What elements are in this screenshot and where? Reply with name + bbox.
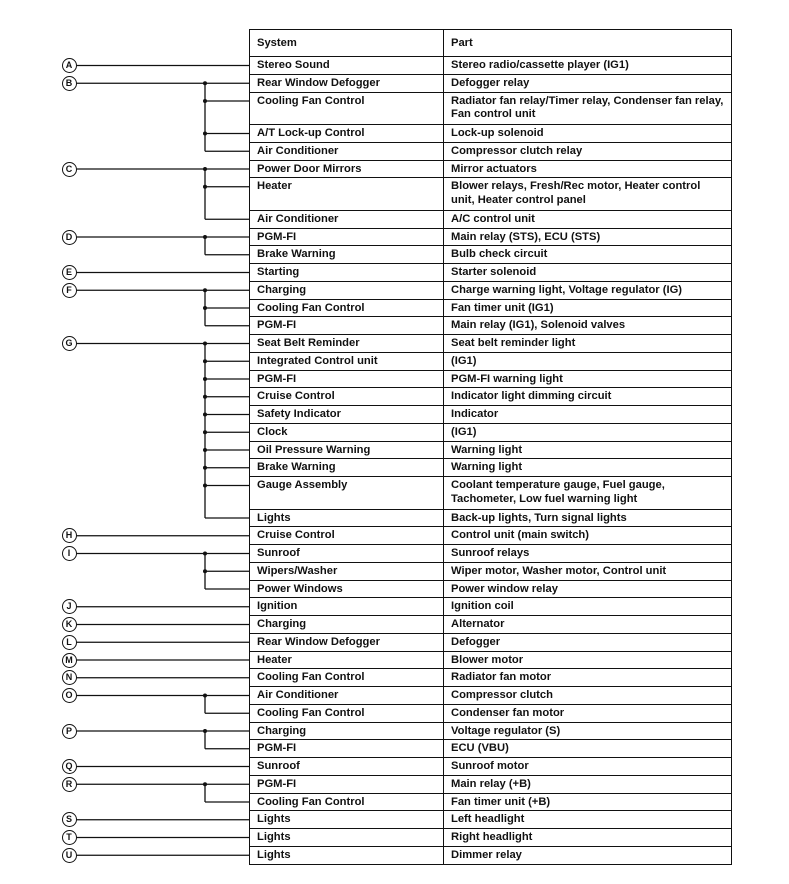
table-row (250, 334, 731, 352)
table-row (250, 526, 731, 544)
system-cell: Charging (250, 282, 444, 299)
fuse-circle-label: F (62, 283, 77, 298)
table-row (250, 704, 731, 722)
system-cell: Rear Window Defogger (250, 75, 444, 92)
system-cell: Cruise Control (250, 388, 444, 405)
part-cell: Main relay (STS), ECU (STS) (451, 230, 601, 243)
system-cell: Safety Indicator (250, 406, 444, 423)
system-cell: PGM-FI (250, 317, 444, 334)
system-cell: Cooling Fan Control (250, 300, 444, 317)
fuse-circle-label: L (62, 635, 77, 650)
part-cell: Sunroof motor (451, 760, 529, 772)
junction-dot (203, 466, 207, 470)
junction-dot (203, 413, 207, 417)
junction-dot (203, 132, 207, 136)
table-header-row (250, 30, 731, 56)
table-row (250, 544, 731, 562)
system-cell: Wipers/Washer (250, 563, 444, 580)
system-cell: PGM-FI (250, 229, 444, 246)
header-system: System (250, 30, 444, 56)
table-row (250, 56, 731, 74)
junction-dot (203, 395, 207, 399)
part-cell: Main relay (IG1), Solenoid valves (451, 319, 626, 332)
table-row (250, 668, 731, 686)
table-row (250, 423, 731, 441)
part-cell: Compressor clutch (451, 689, 553, 701)
table-row (250, 177, 731, 210)
junction-dot (203, 235, 207, 239)
table-row (250, 142, 731, 160)
part-cell: (IG1) (451, 354, 477, 367)
table-row (250, 245, 731, 263)
part-cell: Defogger (451, 635, 501, 648)
table-row (250, 828, 731, 846)
fuse-circle-label: B (62, 76, 77, 91)
table-row (250, 281, 731, 299)
fuse-circle-label: Q (62, 759, 77, 774)
system-cell: Cruise Control (250, 527, 444, 544)
part-cell: Sunroof relays (451, 547, 530, 559)
part-cell: Coolant temperature gauge, Fuel gauge, Tachometer, Low fuel warning light (451, 479, 665, 505)
system-cell: Charging (250, 723, 444, 740)
part-cell: ECU (VBU) (451, 742, 509, 755)
table-row (250, 615, 731, 633)
fuse-circle-label: O (62, 688, 77, 703)
system-cell: Power Windows (250, 581, 444, 598)
table-row (250, 352, 731, 370)
part-cell: Warning light (451, 461, 523, 474)
table-row (250, 370, 731, 388)
fuse-circle-label: G (62, 336, 77, 351)
system-cell: PGM-FI (250, 371, 444, 388)
table-row (250, 580, 731, 598)
table-row (250, 633, 731, 651)
table-row (250, 562, 731, 580)
fuse-circle-label: K (62, 617, 77, 632)
table-row (250, 299, 731, 317)
junction-dot (203, 430, 207, 434)
junction-dot (203, 306, 207, 310)
junction-dot (203, 377, 207, 381)
system-cell: Ignition (250, 598, 444, 615)
system-cell: Lights (250, 510, 444, 527)
junction-dot (203, 782, 207, 786)
junction-dot (203, 552, 207, 556)
table-row (250, 793, 731, 811)
table-row (250, 92, 731, 125)
system-cell: Clock (250, 424, 444, 441)
system-cell: Heater (250, 652, 444, 669)
header-part: Part (451, 37, 473, 49)
table-row (250, 124, 731, 142)
table-row (250, 441, 731, 459)
part-cell: Fan timer unit (IG1) (451, 301, 554, 314)
fuse-circle-label: T (62, 830, 77, 845)
system-cell: Power Door Mirrors (250, 161, 444, 178)
part-cell: Right headlight (451, 831, 533, 843)
table-row (250, 228, 731, 246)
fuse-circle-label: H (62, 528, 77, 543)
part-cell: Left headlight (451, 813, 525, 826)
table-row (250, 597, 731, 615)
junction-dot (203, 342, 207, 346)
fuse-circuit-table (249, 29, 732, 865)
junction-dot (203, 729, 207, 733)
table-row (250, 739, 731, 757)
part-cell: Condenser fan motor (451, 706, 565, 719)
table-row (250, 810, 731, 828)
table-row (250, 846, 731, 864)
system-cell: PGM-FI (250, 740, 444, 757)
table-row (250, 458, 731, 476)
system-cell: Rear Window Defogger (250, 634, 444, 651)
fuse-circle-label: N (62, 670, 77, 685)
fuse-circle-label: J (62, 599, 77, 614)
junction-dot (203, 694, 207, 698)
table-row (250, 509, 731, 527)
system-cell: Starting (250, 264, 444, 281)
system-cell: Gauge Assembly (250, 477, 444, 509)
table-row (250, 686, 731, 704)
part-cell: Lock-up solenoid (451, 127, 544, 139)
system-cell: Oil Pressure Warning (250, 442, 444, 459)
table-row (250, 757, 731, 775)
fuse-circle-label: P (62, 724, 77, 739)
table-row (250, 651, 731, 669)
part-cell: Mirror actuators (451, 162, 537, 175)
part-cell: Control unit (main switch) (451, 529, 589, 542)
part-cell: Charge warning light, Voltage regulator (IG) (451, 283, 683, 296)
junction-dot (203, 569, 207, 573)
junction-dot (203, 99, 207, 103)
part-cell: Ignition coil (451, 600, 514, 613)
fuse-circle-label: C (62, 162, 77, 177)
part-cell: Defogger relay (451, 76, 530, 89)
junction-dot (203, 288, 207, 292)
system-cell: Lights (250, 811, 444, 828)
system-cell: Heater (250, 178, 444, 210)
system-cell: Lights (250, 847, 444, 864)
junction-dot (203, 81, 207, 85)
fuse-circle-label: S (62, 812, 77, 827)
system-cell: Brake Warning (250, 246, 444, 263)
part-cell: Stereo radio/cassette player (IG1) (451, 59, 629, 71)
part-cell: Indicator (451, 408, 499, 420)
system-cell: Stereo Sound (250, 57, 444, 74)
system-cell: Integrated Control unit (250, 353, 444, 370)
fuse-circle-label: M (62, 653, 77, 668)
fuse-circle-label: A (62, 58, 77, 73)
part-cell: A/C control unit (451, 212, 535, 225)
fuse-circle-label: R (62, 777, 77, 792)
system-cell: PGM-FI (250, 776, 444, 793)
junction-dot (203, 167, 207, 171)
part-cell: Voltage regulator (S) (451, 724, 561, 737)
fuse-circle-label: E (62, 265, 77, 280)
part-cell: Warning light (451, 443, 523, 456)
part-cell: Alternator (451, 618, 505, 630)
table-row (250, 405, 731, 423)
fuse-circle-label: D (62, 230, 77, 245)
table-row (250, 775, 731, 793)
junction-dot (203, 359, 207, 363)
system-cell: Cooling Fan Control (250, 669, 444, 686)
part-cell: Radiator fan motor (451, 671, 552, 684)
table-row (250, 160, 731, 178)
system-cell: Cooling Fan Control (250, 705, 444, 722)
part-cell: Indicator light dimming circuit (451, 390, 612, 403)
system-cell: A/T Lock-up Control (250, 125, 444, 142)
part-cell: Blower motor (451, 653, 524, 666)
part-cell: Fan timer unit (+B) (451, 795, 551, 808)
system-cell: Seat Belt Reminder (250, 335, 444, 352)
part-cell: Radiator fan relay/Timer relay, Condenser fan relay, Fan control unit (451, 94, 724, 120)
part-cell: Dimmer relay (451, 848, 522, 861)
junction-dot (203, 448, 207, 452)
system-cell: Air Conditioner (250, 211, 444, 228)
system-cell: Charging (250, 616, 444, 633)
table-row (250, 263, 731, 281)
fuse-circle-label: U (62, 848, 77, 863)
part-cell: Wiper motor, Washer motor, Control unit (451, 564, 667, 577)
junction-dot (203, 185, 207, 189)
junction-dot (203, 484, 207, 488)
table-row (250, 387, 731, 405)
system-cell: Air Conditioner (250, 687, 444, 704)
table-row (250, 210, 731, 228)
system-cell: Sunroof (250, 545, 444, 562)
part-cell: (IG1) (451, 425, 477, 438)
part-cell: Main relay (+B) (451, 777, 531, 790)
fuse-circle-label: I (62, 546, 77, 561)
system-cell: Cooling Fan Control (250, 794, 444, 811)
table-body (250, 56, 731, 864)
part-cell: Blower relays, Fresh/Rec motor, Heater control unit, Heater control panel (451, 180, 701, 206)
part-cell: Seat belt reminder light (451, 337, 576, 349)
part-cell: Compressor clutch relay (451, 144, 583, 157)
system-cell: Cooling Fan Control (250, 93, 444, 125)
table-row (250, 316, 731, 334)
part-cell: Back-up lights, Turn signal lights (451, 511, 627, 524)
part-cell: PGM-FI warning light (451, 372, 563, 385)
table-row (250, 722, 731, 740)
system-cell: Sunroof (250, 758, 444, 775)
table-row (250, 74, 731, 92)
part-cell: Bulb check circuit (451, 248, 548, 261)
system-cell: Brake Warning (250, 459, 444, 476)
part-cell: Starter solenoid (451, 266, 537, 278)
part-cell: Power window relay (451, 582, 558, 595)
table-row (250, 476, 731, 509)
system-cell: Lights (250, 829, 444, 846)
system-cell: Air Conditioner (250, 143, 444, 160)
